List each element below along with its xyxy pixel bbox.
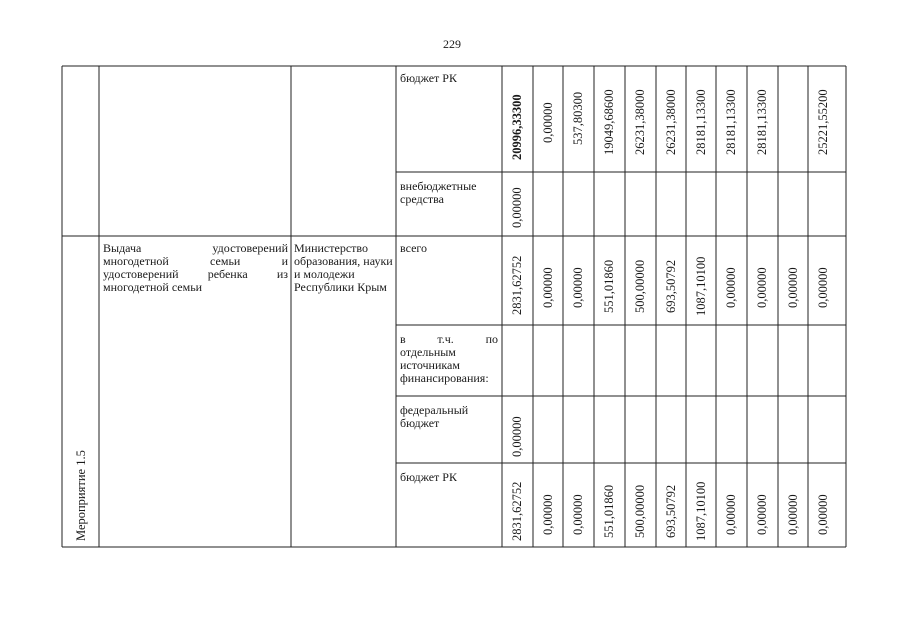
value-cell: 1087,10100 bbox=[694, 256, 708, 316]
value-cell: 0,00000 bbox=[816, 267, 830, 308]
value-cell: 1087,10100 bbox=[694, 481, 708, 541]
value-cell: 0,00000 bbox=[786, 267, 800, 308]
source-label: в т.ч. по отдельным источникам финансирования: bbox=[400, 332, 498, 385]
event-name: Выдача удостоверений многодетной семьи и удостоверений ребенка из многодетной семьи bbox=[103, 241, 288, 294]
value-cell: 693,50792 bbox=[664, 484, 678, 538]
value-cell: 0,00000 bbox=[724, 267, 738, 308]
value-cell: 28181,13300 bbox=[724, 89, 738, 155]
value-cell: 0,00000 bbox=[571, 267, 585, 308]
value-cell: 26231,38000 bbox=[664, 89, 678, 155]
value-cell: 0,00000 bbox=[510, 416, 524, 457]
value-cell: 0,00000 bbox=[724, 494, 738, 535]
value-cell: 28181,13300 bbox=[694, 89, 708, 155]
source-label: бюджет РК bbox=[400, 71, 457, 85]
value-cell: 500,00000 bbox=[633, 259, 647, 313]
source-label: внебюджетные средства bbox=[400, 179, 477, 206]
event-label: Мероприятие 1.5 bbox=[74, 450, 88, 541]
value-cell: 0,00000 bbox=[541, 267, 555, 308]
value-cell: 500,00000 bbox=[633, 484, 647, 538]
value-cell: 19049,68600 bbox=[602, 89, 616, 155]
value-cell: 20996,33300 bbox=[510, 94, 524, 160]
value-cell: 537,80300 bbox=[571, 91, 585, 145]
value-cell: 0,00000 bbox=[755, 267, 769, 308]
value-cell: 0,00000 bbox=[786, 494, 800, 535]
value-cell: 2831,62752 bbox=[510, 481, 524, 541]
value-cell: 2831,62752 bbox=[510, 255, 524, 315]
value-cell: 0,00000 bbox=[541, 494, 555, 535]
value-cell: 0,00000 bbox=[755, 494, 769, 535]
event-executor: Министерство образования, науки и молодежи Республики Крым bbox=[294, 241, 393, 294]
value-cell: 551,01860 bbox=[602, 259, 616, 313]
page-number: 229 bbox=[443, 37, 461, 51]
value-cell: 0,00000 bbox=[510, 187, 524, 228]
value-cell: 0,00000 bbox=[571, 494, 585, 535]
value-cell: 28181,13300 bbox=[755, 89, 769, 155]
value-cell: 25221,55200 bbox=[816, 89, 830, 155]
source-label: всего bbox=[400, 241, 428, 255]
value-cell: 0,00000 bbox=[816, 494, 830, 535]
value-cell: 0,00000 bbox=[541, 102, 555, 143]
value-cell: 26231,38000 bbox=[633, 89, 647, 155]
value-cell: 551,01860 bbox=[602, 484, 616, 538]
source-label: федеральный бюджет bbox=[400, 403, 469, 430]
source-label: бюджет РК bbox=[400, 470, 457, 484]
value-cell: 693,50792 bbox=[664, 259, 678, 313]
